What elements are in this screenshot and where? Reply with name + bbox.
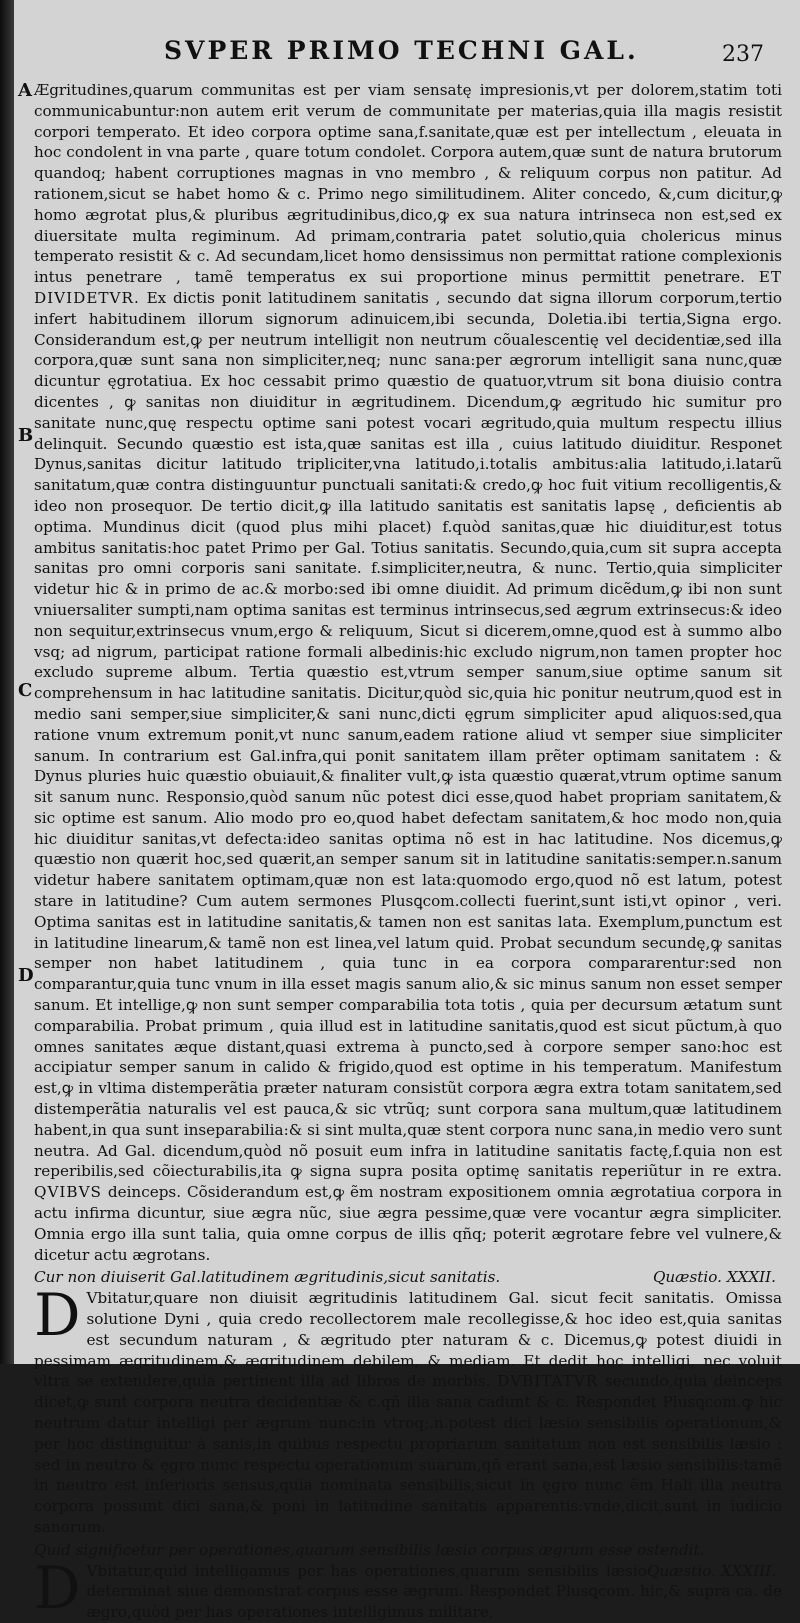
lemma-quibus: QVIBVS — [34, 1183, 102, 1202]
margin-letter-a: A — [18, 80, 32, 101]
question-32-text-2: secundo,quia deinceps dicet,ꝙ sunt corpora neutra decidentiæ & c.qñ illa sana cadunt & c. Respondet Plusꝗcom.ꝙ hic neutrum datur intelligi per ægrum nunc:in vtroq;.n.potest dici læsio sensibilis operationum,& per hoc distinguitur à sanis,in quibus respectu propriarum sanitatum non est sensibilis læsio : sed in neutro & ęgro nunc respectu operationum suarum,qñ erant sana,est læsio sensibilis:tamẽ in neutro est inferioris sensus,quia nominata sensibilis,sicut in ęgro nunc ẽm Hali illa neutra corpora possunt dici sana,& poni in latitudine sanitatis apparentis:vnde,dicit,sunt in iudicio sanorum. — [34, 1372, 782, 1536]
lemma-et-dividetur: ET DIVIDETVR. — [34, 268, 783, 307]
margin-letter-d: D — [18, 965, 34, 986]
paragraph-1-text: Ægritudines,quarum communitas est per viam sensatę impresionis,vt per dolorem,statim toti communicabuntur:non autem erit verum de communitate per materias,quia illa magis resistit corpori temperato. Et ideo corpora optime sana,f.sanitate,quæ est per intellectum , eleuata in hoc condolent in vna parte , quare totum condolet. Corpora autem,quæ sunt de natura brutorum quandoq; habent corruptiones magnas in vno membro , & reliquum corpus non patitur. Ad rationem,sicut se habet homo & c. Primo nego similitudinem. Aliter concedo, &,cum dicitur,ꝙ homo ægrotat plus,& pluribus ægritudinibus,dico,ꝙ ex sua natura intrinseca non est,sed ex diuersitate multa regiminum. Ad primam,contraria patet solutio,quia cholericus minus temperato resistit & c. Ad secundam,licet homo densissimus non permittat ratione complexionis intus penetrare , tamẽ temperatus ex sui proportione minus permittit penetrare. — [34, 81, 782, 287]
paragraph-1 — [34, 80, 782, 1265]
question-33-title: Quid significetur per operationes,quarum sensibilis læsio corpus ægrum esse ostendit. — [34, 1540, 705, 1559]
question-32-body — [34, 1281, 782, 1538]
question-32-heading — [34, 1267, 782, 1288]
question-33-text: Vbitatur,quid intelligamus per has operationes,quarum sensibilis læsio determinat siue demonstrat corpus esse ægrum. Respondet Plusꝗcom. hic,& supra ca. de ægro,quòd per has operationes intelligimus militare, — [86, 1561, 782, 1622]
page-header — [164, 36, 764, 76]
margin-letter-b: B — [18, 425, 34, 446]
paragraph-2-text: Ex dictis ponit latitudinem sanitatis , secundo dat signa illorum corporum,tertio infert habitudinem illorum signorum adinuicem,ibi secunda, Doletia.ibi tertia,Signa ergo. Considerandum est,ꝙ per neutrum intelligit non neutrum cõualescentię vel decidentiæ,sed illa corpora,quæ sunt sana non simpliciter,neq; nunc sana:per ægrorum intelligit sana nunc,quæ dicuntur ęgrotatiua. Ex hoc cessabit primo quæstio de quatuor,vtrum sit bona diuisio contra dicentes , ꝙ sanitas non diuiditur in ægritudinem. Dicendum,ꝙ ægritudo hic sumitur pro sanitate nunc,quę respectu optime sani potest vocari ægritudo,quia multum respectu illius delinquit. Secundo quæstio est ista,quæ sanitas est illa , cuius latitudo diuiditur. Responet Dynus,sanitas dicitur latitudo tripliciter,vna latitudo,i.totalis ambitus:alia latitudo,i.latarũ sanitatum,quæ contra distinguuntur punctuali sanitati:& credo,ꝙ hoc fuit vitium recolligentis,& ideo non prosequor. De tertio dicit,ꝙ illa latitudo sanitatis est sanitatis lapsę , deficientis ab optima. Mundinus dicit (quod plus mihi placet) f.quòd sanitas,quæ hic diuiditur,est totus ambitus sanitatis:hoc patet Primo per Gal. Totius sanitatis. Secundo,quia,cum sit supra accepta sanitas pro omni corporis sani sanitate. f.simpliciter,neutra, & nunc. Tertio,quia simpliciter videtur hic & in primo de ac.& morbo:sed ibi omne diuidit. Ad primum dicẽdum,ꝙ ibi non sunt vniuersaliter sumpti,nam optima sanitas est terminus intrinsecus,sed ægrum extrinsecus:& ideo non sequitur,extrinsecus vnum,ergo & reliquum, Sicut si dicerem,omne,quod est à summo albo vsq; ad nigrum, participat ratione formali albedinis:hic excludo nigrum,non tamen propter hoc excludo supreme album. Tertia quæstio est,vtrum semper sanum,siue optime sanum sit comprehensum in hac latitudine sanitatis. Dicitur,quòd sic,quia hic ponitur neutrum,quod est in medio sani semper,siue simpliciter,& sani nunc,dicti ęgrum simpliciter apud aliquos:sed,qua ratione vnum extremum ponit,vt nunc sanum,eadem ratione aliud vt semper siue simpliciter sanum. In contrarium est Gal.infra,qui ponit sanitatem illam prẽter optimam sanitatem : & Dynus pluries huic quæstio obuiauit,& finaliter vult,ꝙ ista quæstio quærat,vtrum optime sanum sit sanum nunc. Responsio,quòd sanum nũc potest dici esse,quod habet propriam sanitatem,& sic optime est sanum. Alio modo pro eo,quod habet defectam sanitatem,& hoc modo non,quia hic diuiditur sanitas,vt defecta:ideo sanitas optima nõ est in hac latitudine. Nos dicemus,ꝙ quæstio non quærit hoc,sed quærit,an semper sanum sit in latitudine sanitatis:semper.n.sanum videtur habere sanitatem optimam,quæ non est lata:quomodo ergo,quod nõ est latum, potest stare in latitudine? Cum autem sermones Plusꝗcom.collecti fuerint,sunt isti,vt opinor , veri. Optima sanitas est in latitudine sanitatis,& tamen non est sanitas lata. Exemplum,punctum est in latitudine linearum,& tamẽ non est linea,vel latum quid. Probat secundum secundę,ꝙ sanitas semper non habet latitudinem , quia tunc in ea corpora compararentur:sed non comparantur,quia tunc vnum in illa esset magis sanum alio,& sic minus sanum non esset semper sanum. Et intellige,ꝙ non sunt semper comparabilia tota totis , quia per decursum ætatum sunt comparabilia. Probat primum , quia illud est in latitudine sanitatis,quod est sicut pũctum,à quo omnes sanitates æque distant,quasi extrema à puncto,sed à corpore semper sano:hoc est accipiatur semper sanum in calido & frigido,quod est optime in his temperatum. Manifestum est,ꝙ in vltima distemperãtia præter naturam consistũt corpora ægra extra totam sanitatem,sed distemperãtia naturalis vel est pauca,& sic vtrũq; sunt corpora sana multum,quæ latitudinem habent,in qua sunt inseparabilia:& si sint multa,quæ stent corpora nunc sana,in medio vero sunt neutra. Ad Gal. dicendum,quòd nõ posuit eum infra in latitudine sanitatis factę,f.quia non est reperibilis,sed cõiecturabilis,ita ꝙ signa supra posita optimę sanitatis reperiũtur in re extra. — [34, 288, 782, 1181]
question-32-title: Cur non diuiserit Gal.latitudinem ægritudinis,sicut sanitatis. — [34, 1268, 501, 1287]
text-column — [34, 80, 782, 1623]
running-head: SVPER PRIMO TECHNI GAL. — [164, 36, 639, 65]
margin-letter-c: C — [18, 680, 33, 701]
dropcap-d-q33: D — [34, 1553, 81, 1622]
paragraph-3-text: deinceps. Cõsiderandum est,ꝙ ẽm nostram expositionem omnia ægrotatiua corpora in actu infirma dicuntur, siue ægra nũc, siue ægra pessime,quæ vere vocantur ægra simpliciter. Omnia ergo illa sunt talia, quia omne corpus de illis qñq; poterit ægrotare febre vel vulnere,& dicetur actu ægrotans. — [34, 1183, 782, 1264]
question-33-heading — [34, 1540, 782, 1580]
question-32-text: Vbitatur,quare non diuisit ægritudinis latitudinem Gal. sicut fecit sanitatis. Omissa solutione Dyni , quia credo recollectorem male recollegisse,& hoc ideo est,quia sanitas est secundum naturam , & ægritudo pter naturam & c. Dicemus,ꝙ potest diuidi in pessimam ægritudinem,& ægritudinem debilem, & mediam. Et dedit hoc intelligi, nec voluit vltra se extendere,quia pertinent illa ad libros de morbis. — [34, 1289, 782, 1391]
dropcap-d-q32: D — [34, 1281, 81, 1350]
question-32-number: Quæstio. XXXII. — [652, 1268, 776, 1287]
book-page — [14, 0, 800, 1622]
page-number: 237 — [722, 42, 764, 67]
question-33-number: Quæstio. XXXIII. — [646, 1561, 776, 1580]
book-gutter-shadow — [0, 0, 14, 1364]
lemma-dubitatur: DVBITATVR — [497, 1372, 599, 1391]
